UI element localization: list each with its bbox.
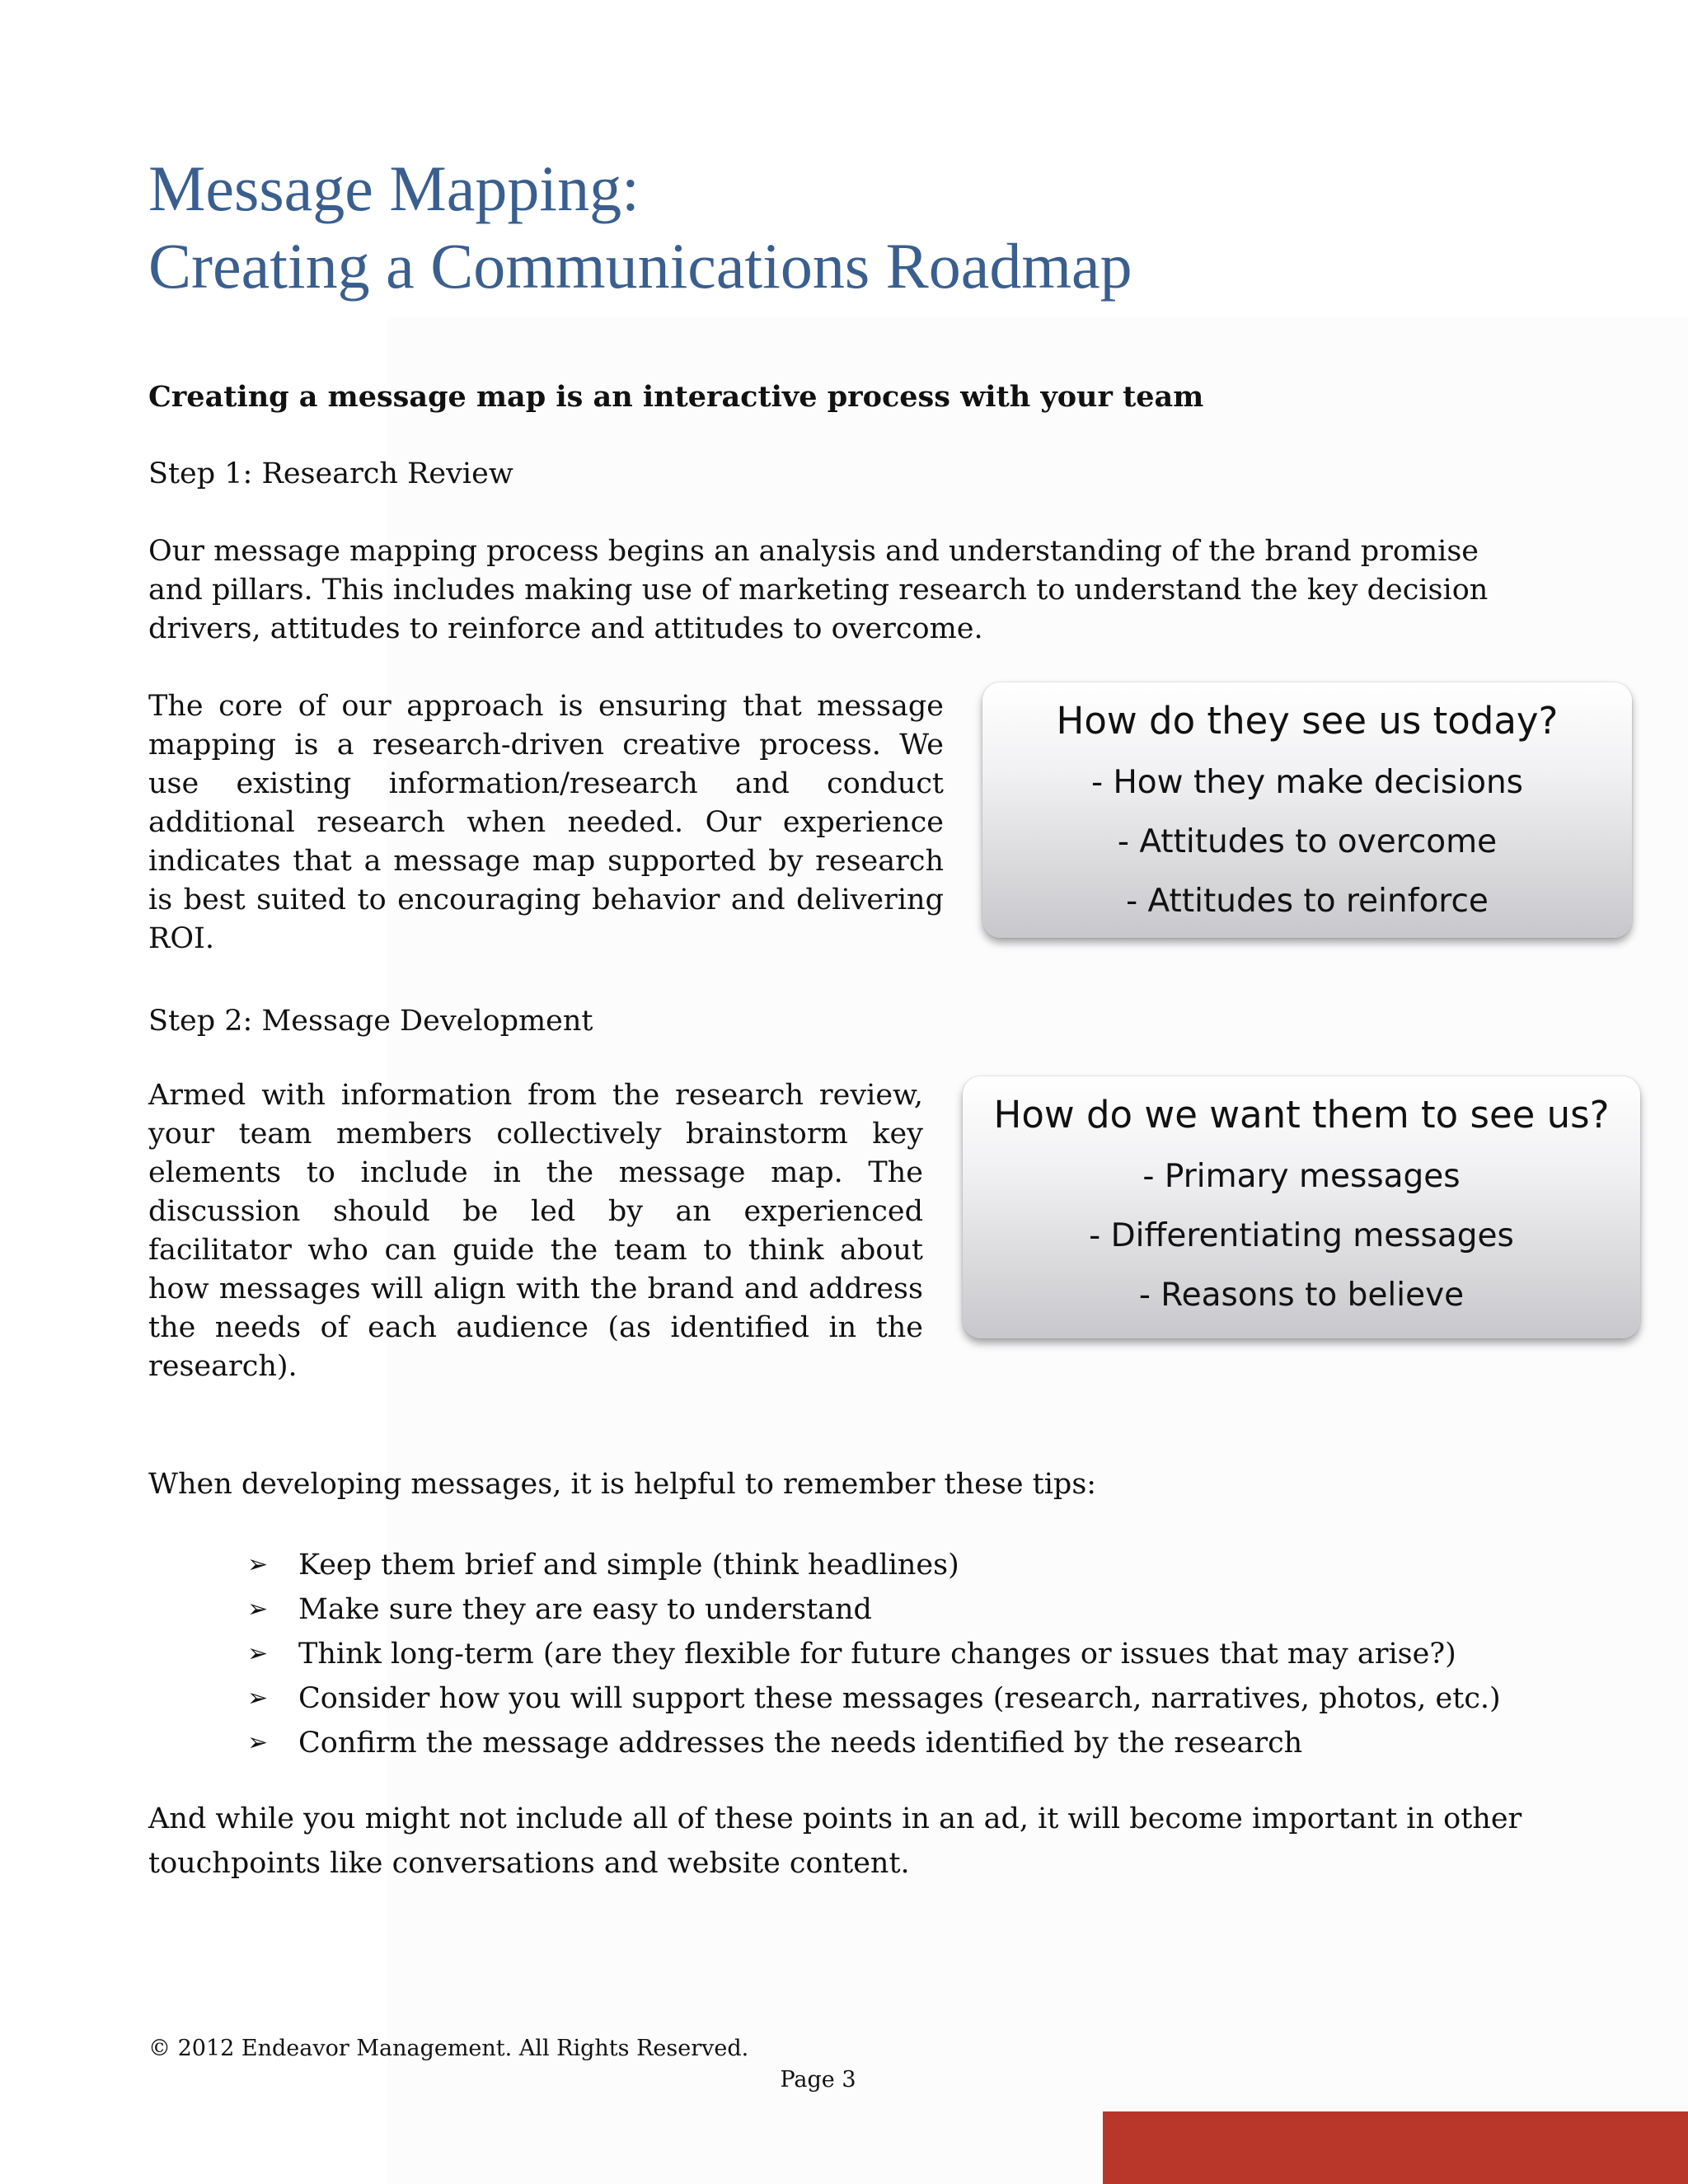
arrow-bullet-icon: ➢ [247, 1684, 269, 1713]
step1-paragraph-2: The core of our approach is ensuring that message mapping is a research-driven creative process. We use existing information/research and conduct additional research when needed. Our experience indicates that a message map supported by research is best suited to encouraging behavior and delivering ROI. [148, 690, 944, 955]
arrow-bullet-icon: ➢ [247, 1639, 269, 1668]
callout-item: - Reasons to believe [1138, 1277, 1465, 1314]
tips-intro: When developing messages, it is helpful to remember these tips: [148, 1468, 1097, 1501]
title-line-2: Creating a Communications Roadmap [148, 230, 1132, 302]
list-item [247, 1587, 1501, 1632]
tips-list [247, 1543, 1501, 1765]
tip-text: Confirm the message addresses the needs identified by the research [298, 1727, 1303, 1760]
title-line-1: Message Mapping: [148, 152, 640, 224]
callout-item: - Primary messages [1142, 1158, 1461, 1195]
callout-heading: How do they see us today? [1056, 699, 1559, 743]
arrow-bullet-icon: ➢ [247, 1728, 269, 1757]
callout-how-they-see-us [982, 682, 1632, 938]
step2-heading: Step 2: Message Development [148, 1005, 593, 1038]
tip-text: Make sure they are easy to understand [298, 1593, 872, 1626]
callout-item: - How they make decisions [1091, 764, 1523, 801]
page-number: Page 3 [780, 2067, 856, 2093]
closing-paragraph: And while you might not include all of these points in an ad, it will become important in other touchpoints like conversations and website content. [148, 1802, 1522, 1880]
callout-how-we-want-them-to-see-us [963, 1076, 1640, 1338]
step1-heading: Step 1: Research Review [148, 457, 513, 490]
callout-heading: How do we want them to see us? [993, 1093, 1610, 1137]
list-item [247, 1721, 1501, 1765]
lead-statement: Creating a message map is an interactive process with your team [148, 380, 1204, 414]
list-item [247, 1543, 1501, 1587]
arrow-bullet-icon: ➢ [247, 1550, 269, 1579]
tip-text: Keep them brief and simple (think headlines) [298, 1549, 959, 1582]
footer-accent-bar [1103, 2111, 1688, 2184]
list-item [247, 1676, 1501, 1721]
step1-paragraph-1: Our message mapping process begins an analysis and understanding of the brand promise and pillars. This includes making use of marketing research to understand the key decision drivers, attitudes to reinforce and attitudes to overcome. [148, 535, 1489, 645]
callout-item: - Attitudes to overcome [1117, 823, 1498, 860]
copyright-notice: © 2012 Endeavor Management. All Rights Reserved. [148, 2036, 749, 2061]
list-item [247, 1632, 1501, 1676]
tip-text: Think long-term (are they flexible for future changes or issues that may arise?) [298, 1638, 1456, 1671]
tip-text: Consider how you will support these messages (research, narratives, photos, etc.) [298, 1682, 1501, 1715]
callout-item: - Differentiating messages [1089, 1217, 1514, 1254]
callout-item: - Attitudes to reinforce [1126, 883, 1489, 920]
arrow-bullet-icon: ➢ [247, 1595, 269, 1624]
page-title [148, 150, 1132, 305]
step2-paragraph: Armed with information from the research review, your team members collectively brainstorm key elements to include in the message map. The discussion should be led by an experienced facilitator who can guide the team to think about how messages will align with the brand and address the needs of each audience (as identified in the research). [148, 1079, 923, 1383]
